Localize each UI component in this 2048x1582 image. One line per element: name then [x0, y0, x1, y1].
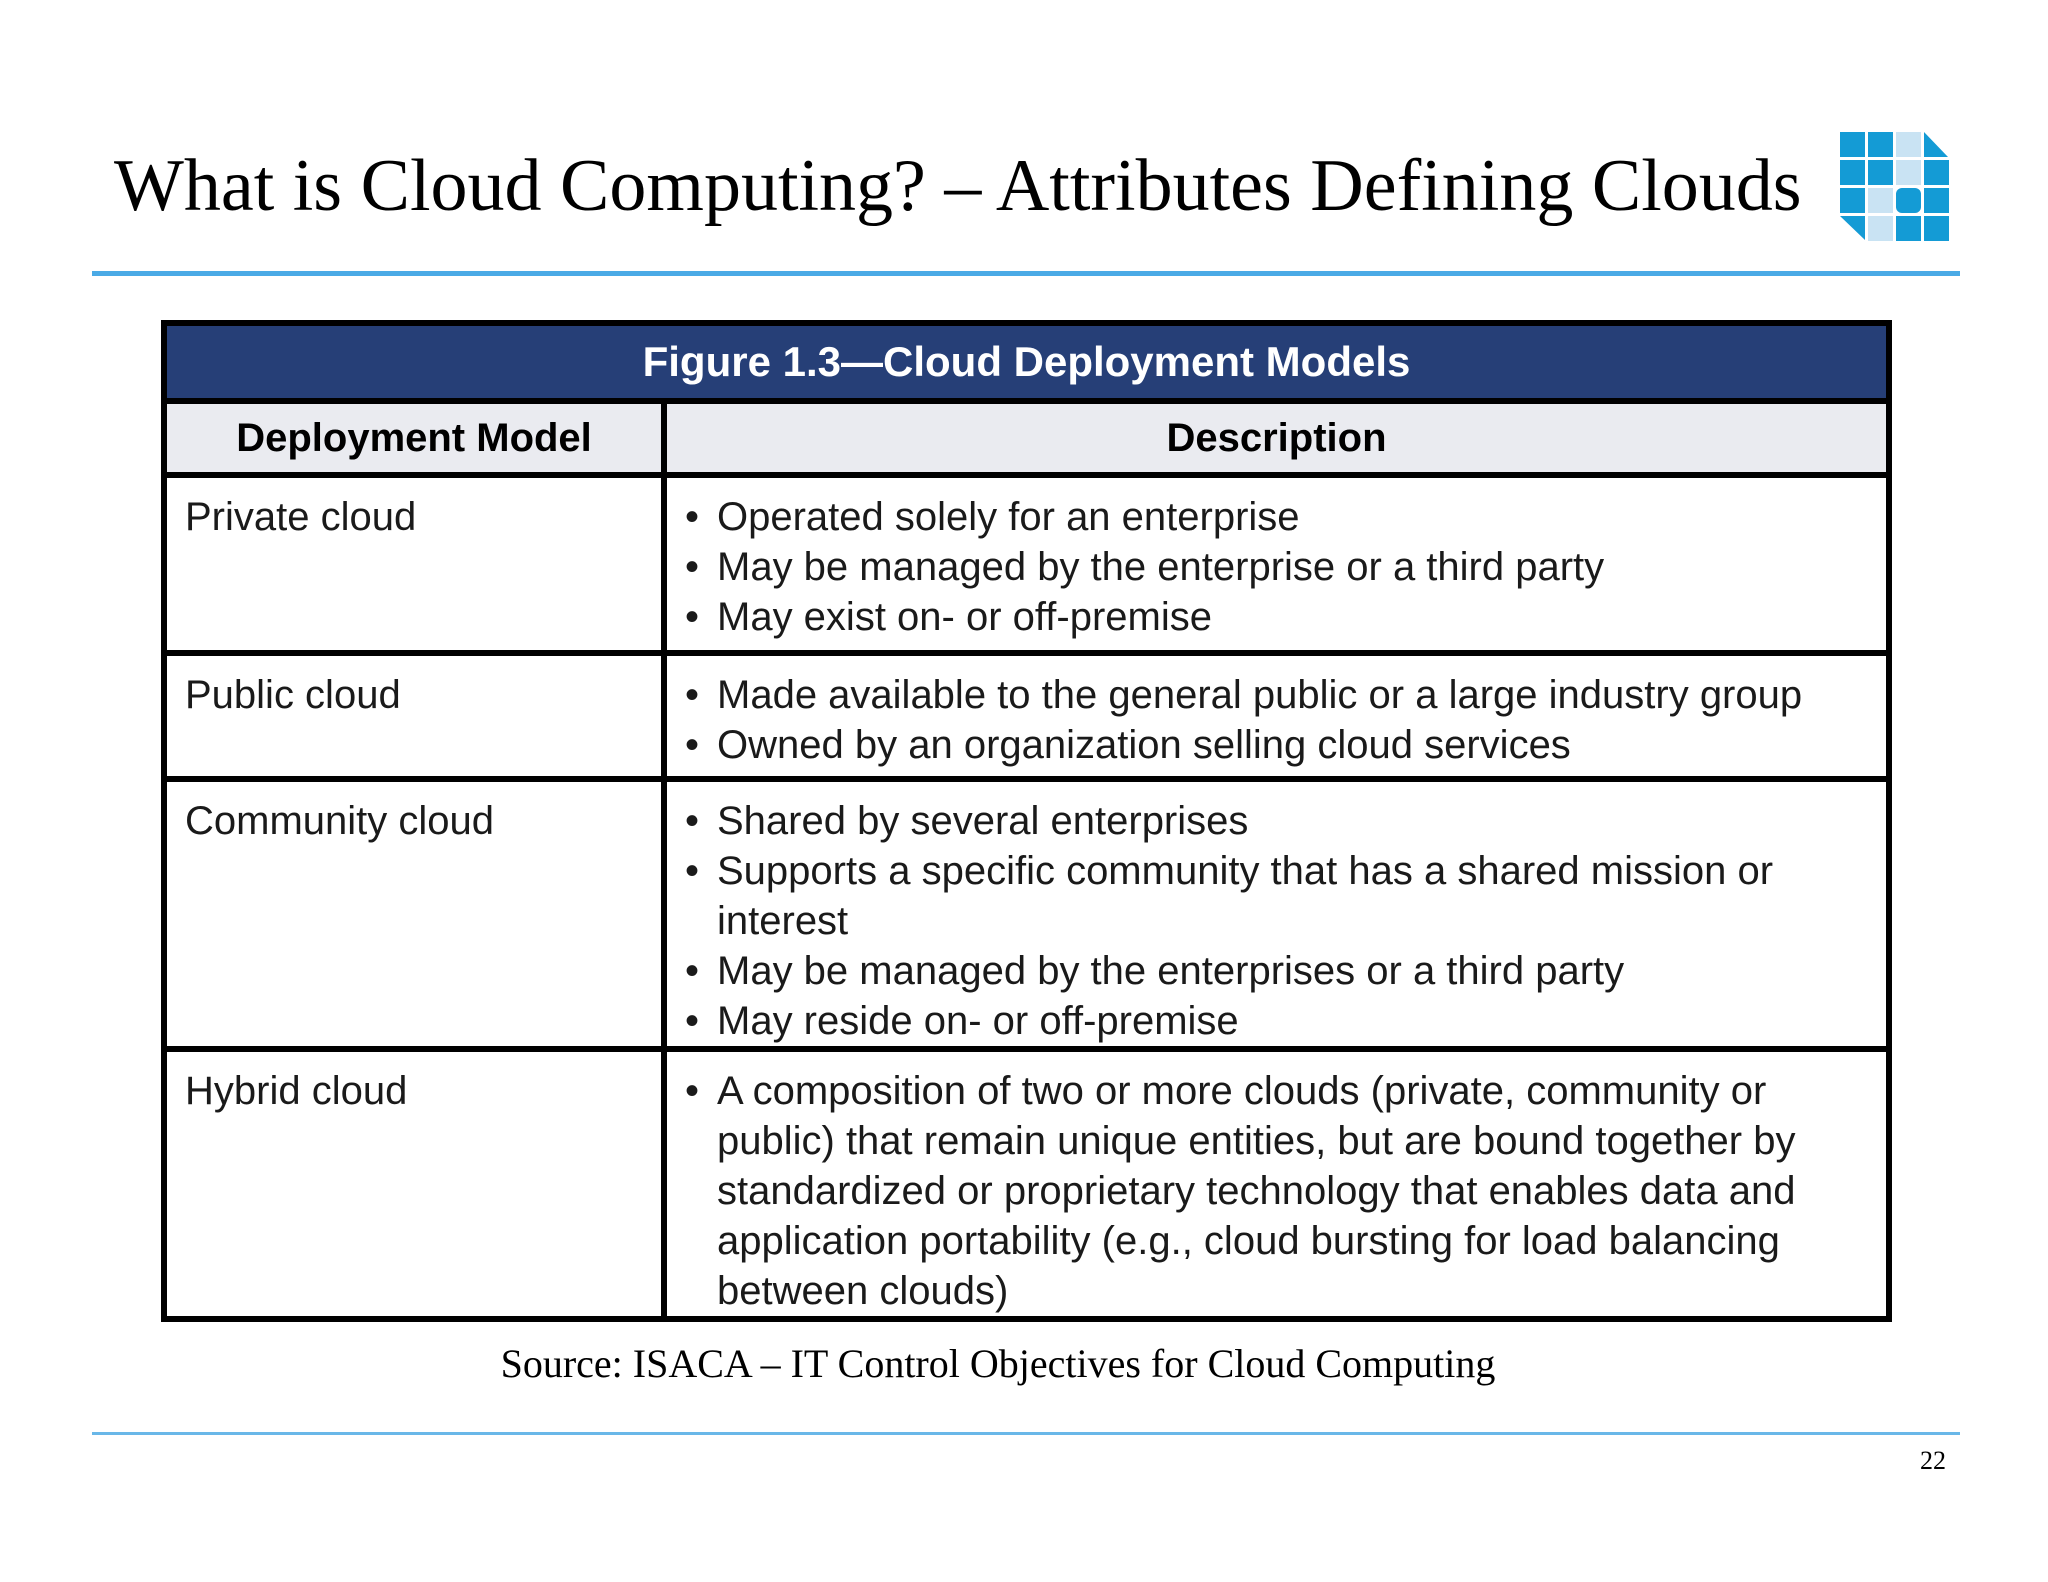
description-item: • May reside on- or off-premise	[685, 996, 1868, 1046]
description-item: • Made available to the general public or a large industry group	[685, 670, 1868, 720]
company-logo-icon	[1840, 132, 1950, 242]
description-item: • A composition of two or more clouds (private, community or public) that remain unique entities, but are bound together by standardized or proprietary technology that enables data and application portability (e.g., cloud bursting for load balancing between clouds)	[685, 1066, 1868, 1316]
table-row	[164, 475, 1889, 653]
description-item: • Operated solely for an enterprise	[685, 492, 1868, 542]
cloud-deployment-table	[161, 320, 1892, 1322]
table-row	[164, 779, 1889, 1049]
model-name: Hybrid cloud	[164, 1049, 664, 1319]
model-description	[664, 779, 1889, 1049]
model-name: Public cloud	[164, 653, 664, 779]
footer-divider	[92, 1432, 1960, 1435]
table-row	[164, 1049, 1889, 1319]
description-item: • Shared by several enterprises	[685, 796, 1868, 846]
model-description	[664, 475, 1889, 653]
model-name: Community cloud	[164, 779, 664, 1049]
model-description	[664, 1049, 1889, 1319]
source-citation: Source: ISACA – IT Control Objectives for Cloud Computing	[500, 1341, 1496, 1386]
description-item: • Owned by an organization selling cloud services	[685, 720, 1868, 770]
model-description	[664, 653, 1889, 779]
description-item: • May be managed by the enterprise or a third party	[685, 542, 1868, 592]
description-item: • May exist on- or off-premise	[685, 592, 1868, 642]
column-header-description: Description	[664, 401, 1889, 475]
slide-title: What is Cloud Computing? – Attributes Defining Clouds	[114, 145, 1802, 227]
title-divider	[92, 271, 1960, 276]
description-item: • Supports a specific community that has a shared mission or interest	[685, 846, 1868, 946]
page-number: 22	[1920, 1446, 1946, 1475]
model-name: Private cloud	[164, 475, 664, 653]
figure-caption: Figure 1.3—Cloud Deployment Models	[164, 323, 1889, 401]
column-header-model: Deployment Model	[164, 401, 664, 475]
description-item: • May be managed by the enterprises or a third party	[685, 946, 1868, 996]
table-row	[164, 653, 1889, 779]
